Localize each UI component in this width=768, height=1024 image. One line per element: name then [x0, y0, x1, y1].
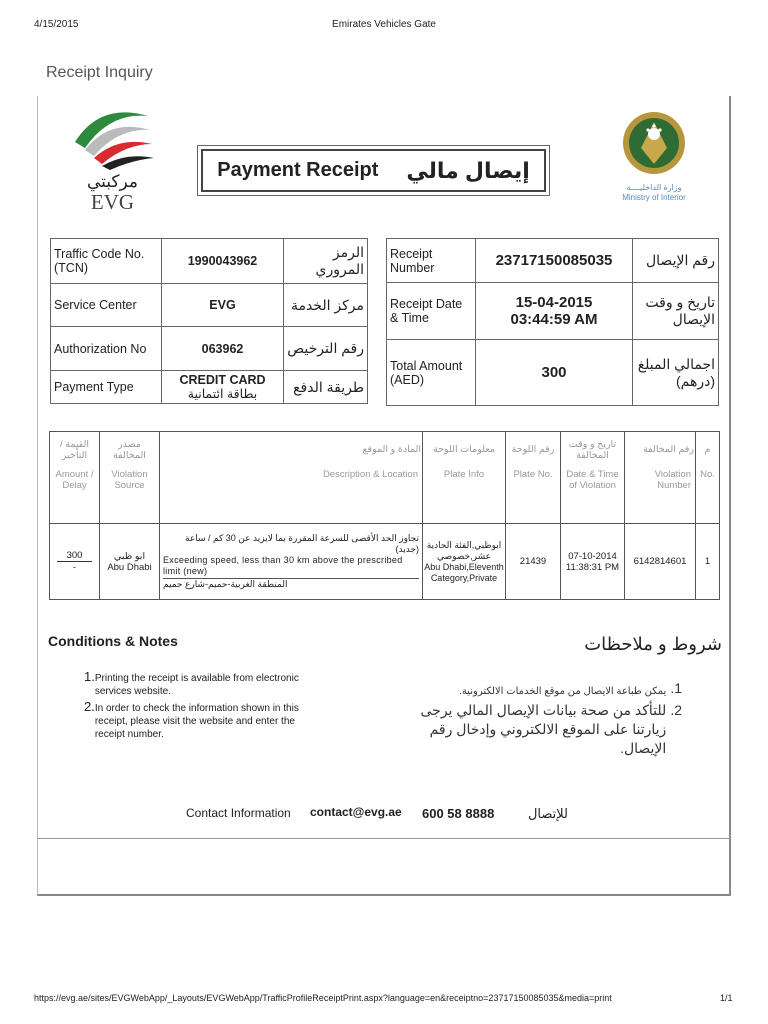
- receipt-date-value: 15-04-2015: [515, 294, 593, 311]
- receipt-details-table: [50, 238, 368, 404]
- col-source-ar: مصدر المخالفة: [100, 432, 160, 468]
- description-en: Exceeding speed, less than 30 km above the prescribed limit (new): [163, 555, 403, 576]
- delay-value: -: [72, 562, 77, 573]
- receipt-date-label: Receipt Date & Time: [387, 283, 476, 340]
- col-amount-en: Amount / Delay: [50, 468, 100, 524]
- total-amount-label: Total Amount (AED): [387, 340, 476, 406]
- payment-type-cell: [162, 371, 284, 404]
- violation-no: 1: [696, 524, 720, 600]
- conditions-title: Conditions & Notes: [48, 633, 178, 649]
- violations-table: [49, 431, 720, 600]
- col-plate-info-ar: معلومات اللوحة: [423, 432, 506, 468]
- table-header-en: [50, 468, 720, 524]
- plate-info-ar: ابوظبي,الفئة الحادية عشر,خصوصي: [426, 539, 502, 561]
- condition-text-ar: للتأكد من صحة بيانات الإيصال المالي يرجى زيارتنا على الموقع الالكتروني وإدخال رقم الإيصال.: [420, 702, 667, 756]
- table-row: [387, 340, 719, 406]
- receipt-number-label-ar: رقم الإيصال: [633, 239, 719, 283]
- list-item: [420, 679, 682, 701]
- col-no-ar: م: [696, 432, 720, 468]
- authorization-value: 063962: [162, 327, 284, 371]
- col-number-en: Violation Number: [625, 468, 696, 524]
- receipt-number-value: 23717150085035: [476, 239, 633, 283]
- condition-number: 1.: [84, 669, 95, 684]
- col-desc-ar: المادة و الموقع: [160, 432, 423, 468]
- plate-no-value: 21439: [506, 524, 561, 600]
- moi-arabic: وزارة الداخليــــة: [626, 183, 682, 192]
- col-plate-no-ar: رقم اللوحة: [506, 432, 561, 468]
- condition-text: In order to check the information shown in this receipt, please visit the website and enter the receipt number.: [94, 703, 299, 740]
- condition-text-ar: يمكن طباعة الايصال من موقع الخدمات الالكترونية.: [459, 686, 667, 697]
- description-cell: [160, 524, 423, 600]
- col-date-ar: تاريخ و وقت المخالفة: [561, 432, 625, 468]
- service-center-label-ar: مركز الخدمة: [284, 284, 368, 327]
- contact-label: Contact Information: [186, 806, 291, 820]
- table-row: [51, 327, 368, 371]
- frame-divider: [37, 838, 731, 839]
- print-title: Emirates Vehicles Gate: [332, 19, 436, 30]
- condition-number: 2.: [84, 699, 95, 714]
- location-ar: المنطقة الغربية-حميم-شارع حميم: [163, 578, 419, 590]
- total-amount-label-ar: اجمالي المبلغ (درهم): [633, 340, 719, 406]
- tcn-value: 1990043962: [162, 239, 284, 284]
- contact-label-ar: للإتصال: [527, 806, 568, 821]
- moi-emblem-icon: [619, 108, 689, 178]
- payment-type-value: CREDIT CARD: [179, 373, 266, 387]
- list-item: [84, 670, 304, 698]
- table-header-ar: [50, 432, 720, 468]
- payment-type-value-ar: بطاقة ائتمانية: [187, 387, 258, 401]
- receipt-time-value: 03:44:59 AM: [510, 311, 598, 328]
- violation-date: 07-10-2014: [568, 550, 617, 562]
- page-heading: Receipt Inquiry: [46, 64, 153, 81]
- col-plate-no-en: Plate No.: [506, 468, 561, 524]
- violation-time: 11:38:31 PM: [565, 561, 620, 573]
- receipt-date-label-ar: تاريخ و وقت الإيصال: [633, 283, 719, 340]
- moi-english: Ministry of Interior: [622, 193, 686, 202]
- condition-number-ar: 2.: [670, 702, 682, 718]
- evg-arc-icon: [70, 104, 155, 170]
- col-plate-info-en: Plate Info: [423, 468, 506, 524]
- receipt-summary-table: [386, 238, 719, 406]
- tcn-label-ar: الرمز المروري: [284, 239, 368, 284]
- print-date: 4/15/2015: [34, 19, 79, 30]
- print-page-number: 1/1: [720, 993, 733, 1003]
- authorization-label: Authorization No: [51, 327, 162, 371]
- total-amount-value: 300: [476, 340, 633, 406]
- plate-info-en: Abu Dhabi,Eleventh Category,Private: [424, 561, 504, 583]
- title-box: [197, 145, 550, 196]
- payment-type-label-ar: طريقة الدفع: [284, 371, 368, 404]
- payment-type-label: Payment Type: [51, 371, 162, 404]
- col-date-en: Date & Time of Violation: [561, 468, 625, 524]
- plate-info-cell: [423, 524, 506, 600]
- col-number-ar: رقم المخالفة: [625, 432, 696, 468]
- violation-number: 6142814601: [625, 524, 696, 600]
- evg-logo-text: EVG: [90, 190, 135, 214]
- table-row: [51, 284, 368, 327]
- col-source-en: Violation Source: [100, 468, 160, 524]
- conditions-list-en: [84, 670, 304, 741]
- table-row: [387, 239, 719, 283]
- tcn-label: Traffic Code No. (TCN): [51, 239, 162, 284]
- evg-logo: [70, 104, 155, 214]
- authorization-label-ar: رقم الترخيص: [284, 327, 368, 371]
- contact-phone[interactable]: 600 58 8888: [422, 806, 495, 821]
- list-item: [84, 700, 304, 741]
- title-en: Payment Receipt: [217, 159, 379, 181]
- evg-logo-arabic: مركبتي: [86, 172, 138, 191]
- col-amount-ar: القيمة / التأخير: [50, 432, 100, 468]
- condition-text: Printing the receipt is available from electronic services website.: [94, 673, 299, 697]
- list-item: [420, 701, 682, 758]
- table-row: [387, 283, 719, 340]
- table-row: [51, 371, 368, 404]
- table-row: [51, 239, 368, 284]
- violation-row: [50, 524, 720, 600]
- print-url: https://evg.ae/sites/EVGWebApp/_Layouts/EVGWebApp/TrafficProfileReceiptPrint.aspx?language=en&receiptno=23717150085035&media=print: [34, 993, 612, 1003]
- receipt-number-label: Receipt Number: [387, 239, 476, 283]
- service-center-value: EVG: [162, 284, 284, 327]
- service-center-label: Service Center: [51, 284, 162, 327]
- violation-date-cell: [561, 524, 625, 600]
- source-cell: [100, 524, 160, 600]
- col-desc-en: Description & Location: [160, 468, 423, 524]
- conditions-title-ar: شروط و ملاحظات: [584, 634, 722, 654]
- amount-value: 300: [57, 550, 92, 562]
- contact-email[interactable]: contact@evg.ae: [310, 805, 402, 819]
- source-ar: ابو ظبي: [113, 550, 146, 562]
- source-en: Abu Dhabi: [107, 561, 152, 573]
- conditions-list-ar: [420, 679, 682, 758]
- amount-cell: [50, 524, 100, 600]
- col-no-en: No.: [696, 468, 720, 524]
- condition-number-ar: 1.: [670, 680, 682, 696]
- description-ar: تجاوز الحد الأقصى للسرعة المقررة بما لايزيد عن 30 كم / ساعة (جديد): [185, 533, 419, 554]
- title-ar: إيصال مالي: [406, 157, 530, 183]
- moi-logo: [612, 108, 696, 216]
- receipt-date-cell: [476, 283, 633, 340]
